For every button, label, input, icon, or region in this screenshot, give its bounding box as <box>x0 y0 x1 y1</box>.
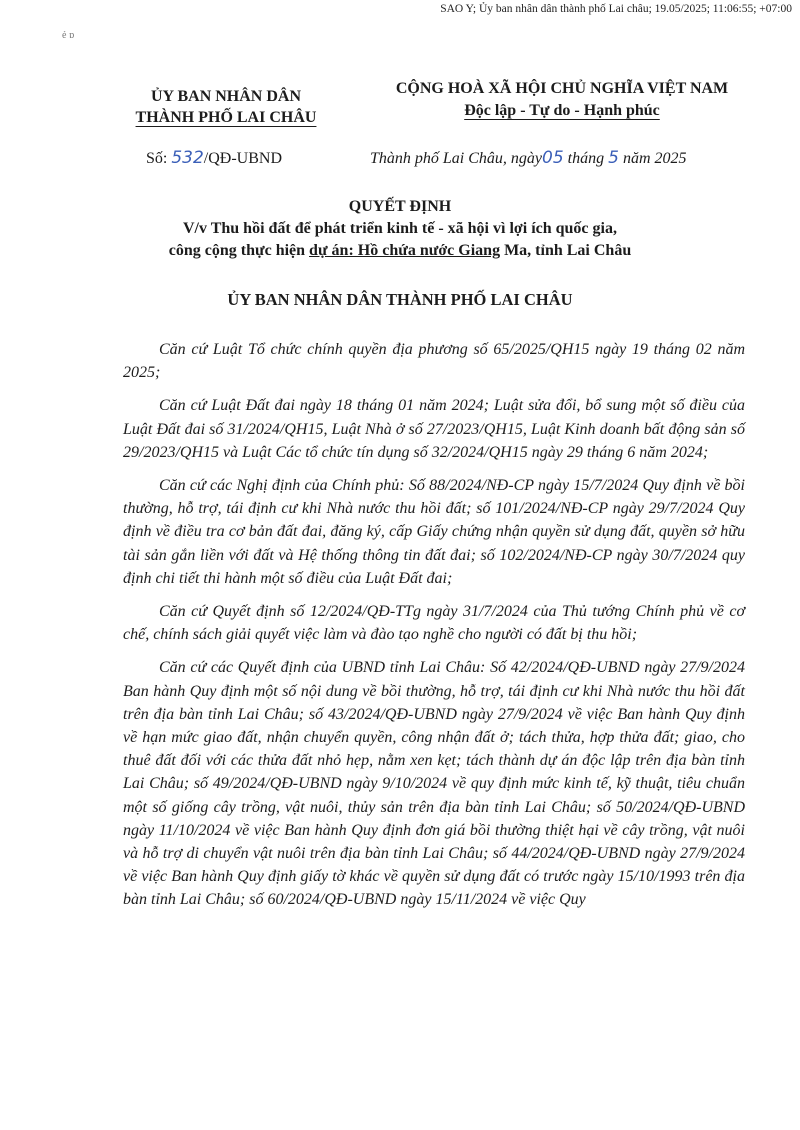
place-date-prefix: Thành phố Lai Châu, ngày <box>370 150 543 167</box>
doc-number-handwritten: 532 <box>171 148 204 168</box>
issuing-agency <box>96 86 356 128</box>
title-main: QUYẾT ĐỊNH <box>348 198 452 215</box>
doc-number-prefix: Số: <box>146 150 172 167</box>
agency-line-1: ỦY BAN NHÂN DÂN <box>150 88 302 105</box>
date-day-handwritten: 05 <box>542 148 564 168</box>
title-sub2-a: công cộng thực hiện <box>168 242 310 259</box>
doc-number-suffix: /QĐ-UBND <box>203 150 283 167</box>
title-sub2-b: Ma, tỉnh Lai Châu <box>500 242 632 259</box>
national-header <box>362 78 762 122</box>
title-subject-line-1: V/v Thu hồi đất để phát triển kinh tế - xã hội vì lợi ích quốc gia, <box>183 220 617 237</box>
title-subject-line-2 <box>0 240 800 262</box>
date-month-word: tháng <box>563 150 609 167</box>
digital-copy-stamp: SAO Y; Ủy ban nhân dân thành phố Lai châu; 19.05/2025; 11:06:55; +07:00 <box>440 3 792 15</box>
document-title <box>0 196 800 262</box>
legal-basis-body <box>123 338 745 922</box>
document-number <box>146 148 282 168</box>
legal-basis-paragraph: Căn cứ Luật Đất đai ngày 18 tháng 01 năm 2024; Luật sửa đổi, bổ sung một số điều của Luật Đất đai số 31/2024/QH15, Luật Nhà ở số 27/2023/QH15, Luật Kinh doanh bất động sản số 29/2023/QH15 và Luật Các tổ chức tín dụng số 32/2024/QH15 ngày 29 tháng 6 năm 2024; <box>123 397 745 461</box>
legal-basis-paragraph: Căn cứ Quyết định số 12/2024/QĐ-TTg ngày 31/7/2024 của Thủ tướng Chính phủ về cơ chế, chính sách giải quyết việc làm và đào tạo nghề cho người có đất bị thu hồi; <box>123 603 745 644</box>
title-sub2-underlined: dự án: Hồ chứa nước Giang <box>309 242 501 259</box>
country-name: CỘNG HOÀ XÃ HỘI CHỦ NGHĨA VIỆT NAM <box>395 80 729 97</box>
agency-line-2: THÀNH PHỐ LAI CHÂU <box>135 109 317 126</box>
legal-basis-paragraph: Căn cứ các Nghị định của Chính phủ: Số 88/2024/NĐ-CP ngày 15/7/2024 Quy định về bồi thường, hỗ trợ, tái định cư khi Nhà nước thu hồi đất; số 101/2024/NĐ-CP ngày 29/7/2024 Quy định về điều tra cơ bản đất đai, đăng ký, cấp Giấy chứng nhận quyền sử dụng đất, quyền sở hữu tài sản gắn liền với đất và Hệ thống thông tin đất đai; số 102/2024/NĐ-CP ngày 30/7/2024 quy định chi tiết thi hành một số điều của Luật Đất đai; <box>123 477 745 587</box>
date-month-handwritten: 5 <box>608 148 619 168</box>
place-and-date <box>370 148 687 168</box>
date-year: năm 2025 <box>618 150 687 167</box>
national-motto: Độc lập - Tự do - Hạnh phúc <box>464 102 660 119</box>
corner-mark: ẻ ɒ <box>62 30 75 41</box>
authority-heading: ỦY BAN NHÂN DÂN THÀNH PHỐ LAI CHÂU <box>227 290 573 309</box>
legal-basis-paragraph: Căn cứ các Quyết định của UBND tỉnh Lai Châu: Số 42/2024/QĐ-UBND ngày 27/9/2024 Ban hành Quy định một số nội dung về bồi thường, hỗ trợ, tái định cư khi Nhà nước thu hồi đất trên địa bàn tỉnh Lai Châu; số 43/2024/QĐ-UBND ngày 27/9/2024 về việc Ban hành Quy định về hạn mức giao đất, nhận chuyển quyền, công nhận đất ở; tách thửa, hợp thửa đất; giao, cho thuê đất đối với các thửa đất nhỏ hẹp, nằm xen kẹt; tách thành dự án độc lập trên địa bàn tỉnh Lai Châu; số 49/2024/QĐ-UBND ngày 9/10/2024 về quy định mức kinh tế, kỹ thuật, tiêu chuẩn một số giống cây trồng, vật nuôi, thủy sản trên địa bàn tỉnh Lai Châu; số 50/2024/QĐ-UBND ngày 11/10/2024 về việc Ban hành Quy định đơn giá bồi thường thiệt hại về cây trồng, vật nuôi và hỗ trợ di chuyển vật nuôi trên địa bàn tỉnh Lai Châu; số 44/2024/QĐ-UBND ngày 27/9/2024 về việc Ban hành Quy định giấy tờ khác về quyền sử dụng đất có trước ngày 15/10/1993 trên địa bàn tỉnh Lai Châu; số 60/2024/QĐ-UBND ngày 15/11/2024 về việc Quy <box>123 659 745 909</box>
legal-basis-paragraph: Căn cứ Luật Tổ chức chính quyền địa phương số 65/2025/QH15 ngày 19 tháng 02 năm 2025; <box>123 341 745 382</box>
